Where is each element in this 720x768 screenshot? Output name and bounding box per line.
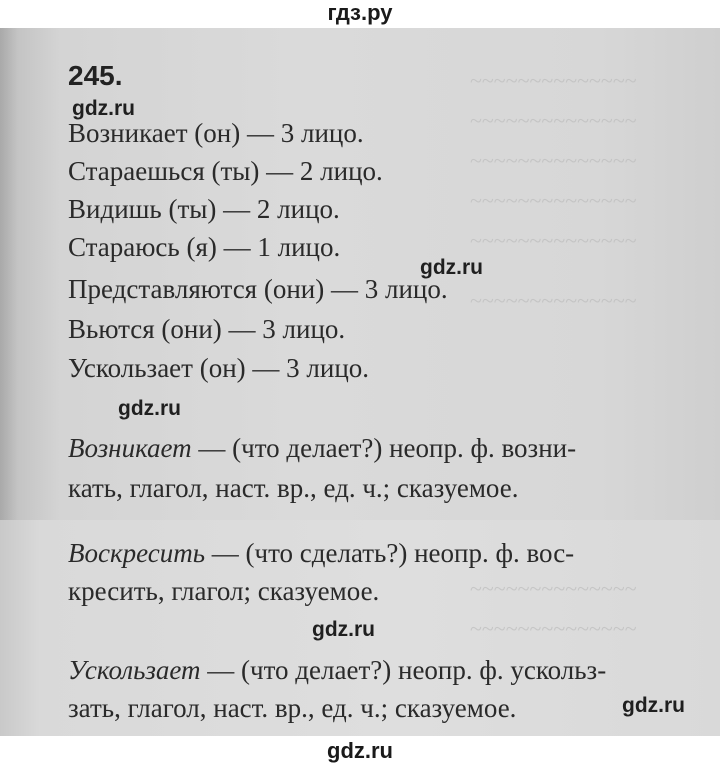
bleed-through-text: ~~~~~~~~~~~~~~ [470, 576, 637, 601]
analysis-line [68, 537, 574, 569]
analysis-line: кресить, глагол; сказуемое. [68, 576, 380, 606]
verb-form-line: Стараешься (ты) — 2 лицо. [68, 156, 383, 186]
verb-form-line: Видишь (ты) — 2 лицо. [68, 194, 340, 224]
bleed-through-text: ~~~~~~~~~~~~~~ [470, 148, 637, 173]
exercise-number: 245. [68, 60, 123, 91]
verb-form-line: Возникает (он) — 3 лицо. [68, 118, 364, 148]
analysis-line [68, 654, 606, 686]
analysis-word: Возникает [68, 433, 192, 463]
bleed-through-text: ~~~~~~~~~~~~~~ [470, 108, 637, 133]
analysis-word: Ускользает [68, 655, 201, 685]
bleed-through-text: ~~~~~~~~~~~~~~ [470, 188, 637, 213]
bleed-through-text: ~~~~~~~~~~~~~~ [470, 616, 637, 641]
analysis-word: Воскресить [68, 538, 206, 568]
analysis-line: зать, глагол, наст. вр., ед. ч.; сказуемое. [68, 693, 517, 723]
verb-form-line: Ускользает (он) — 3 лицо. [68, 353, 370, 383]
verb-form-line: Стараюсь (я) — 1 лицо. [68, 232, 341, 262]
verb-form-line: Представляются (они) — 3 лицо. [68, 274, 448, 304]
site-footer-label: gdz.ru [327, 738, 393, 763]
analysis-text: — (что делает?) неопр. ф. возни- [191, 433, 577, 463]
bleed-through-text: ~~~~~~~~~~~~~~ [470, 228, 637, 253]
bleed-through-text: ~~~~~~~~~~~~~~ [470, 68, 637, 93]
analysis-line [68, 432, 576, 464]
watermark: gdz.ru [72, 97, 135, 120]
site-header-label: гдз.ру [327, 0, 393, 25]
watermark: gdz.ru [420, 256, 483, 279]
analysis-text: — (что сделать?) неопр. ф. вос- [205, 538, 575, 568]
bleed-through-text: ~~~~~~~~~~~~~~ [470, 288, 637, 313]
analysis-text: — (что делает?) неопр. ф. ускольз- [200, 655, 607, 685]
watermark: gdz.ru [118, 397, 181, 420]
site-footer [0, 736, 720, 768]
analysis-line: кать, глагол, наст. вр., ед. ч.; сказуемое. [68, 473, 519, 503]
verb-form-line: Вьются (они) — 3 лицо. [68, 314, 346, 344]
site-header [0, 0, 720, 28]
watermark: gdz.ru [312, 618, 375, 641]
watermark: gdz.ru [622, 694, 685, 717]
